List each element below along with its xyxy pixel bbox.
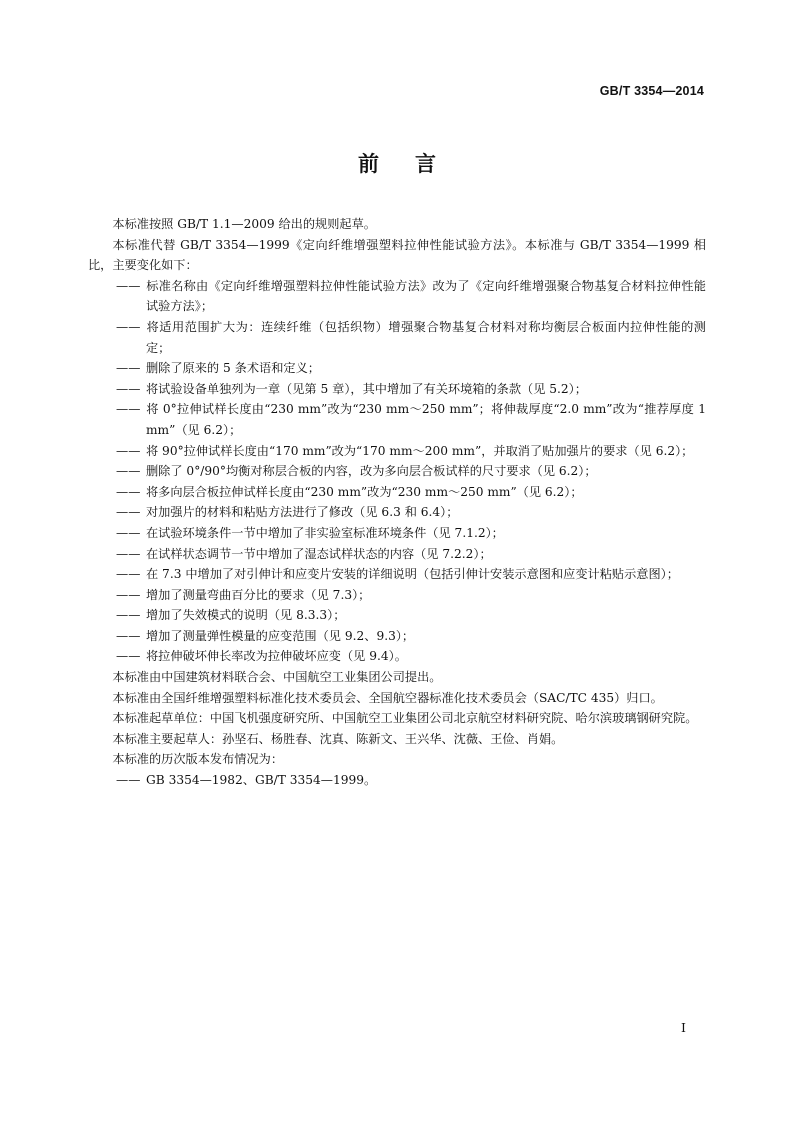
change-item <box>116 399 706 440</box>
paragraph-proposed-by: 本标准由中国建筑材料联合会、中国航空工业集团公司提出。 <box>112 670 442 685</box>
standard-code: GB/T 3354—2014 <box>599 84 704 98</box>
change-item <box>116 441 706 462</box>
change-text: 将适用范围扩大为：连续纤维（包括织物）增强聚合物基复合材料对称均衡层合板面内拉伸性能的测定； <box>146 319 706 355</box>
change-item <box>116 482 706 503</box>
paragraph-history-intro: 本标准的历次版本发布情况为： <box>112 752 284 767</box>
change-text: 在试样状态调节一节中增加了湿态试样状态的内容（见 7.2.2）； <box>146 546 492 561</box>
paragraph-drafting-rules: 本标准按照 GB/T 1.1—2009 给出的规则起草。 <box>112 217 376 231</box>
change-text: 增加了失效模式的说明（见 8.3.3）； <box>146 608 346 623</box>
paragraph-drafting-units: 本标准起草单位：中国飞机强度研究所、中国航空工业集团公司北京航空材料研究院、哈尔滨玻璃钢研究院。 <box>112 711 698 726</box>
page-number: I <box>681 1020 686 1035</box>
change-item <box>116 358 706 379</box>
dash-marker: —— <box>116 484 141 499</box>
dash-marker: —— <box>116 525 141 540</box>
dash-marker: —— <box>116 361 141 376</box>
change-item <box>116 605 706 626</box>
dash-marker: —— <box>116 464 141 479</box>
paragraph-replaces: 本标准代替 GB/T 3354—1999《定向纤维增强塑料拉伸性能试验方法》。本标准与 GB/T 3354—1999 相比，主要变化如下： <box>88 237 706 273</box>
change-item <box>116 461 706 482</box>
change-item <box>116 379 706 400</box>
change-text: 将 90°拉伸试样长度由“170 mm”改为“170 mm～200 mm”，并取消了贴加强片的要求（见 6.2）； <box>146 443 694 458</box>
change-item <box>116 564 706 585</box>
change-item <box>116 585 706 606</box>
change-item <box>116 317 706 358</box>
history-item <box>116 770 706 791</box>
change-text: 对加强片的材料和粘贴方法进行了修改（见 6.3 和 6.4）； <box>146 505 459 520</box>
foreword-body <box>88 214 706 791</box>
dash-marker: —— <box>116 381 141 396</box>
dash-marker: —— <box>116 628 141 643</box>
change-text: 将试验设备单独列为一章（见第 5 章），其中增加了有关环境箱的条款（见 5.2）； <box>146 381 587 396</box>
dash-marker: —— <box>116 773 141 788</box>
dash-marker: —— <box>116 608 141 623</box>
change-text: 在 7.3 中增加了对引伸计和应变片安装的详细说明（包括引伸计安装示意图和应变计粘贴示意图）； <box>146 567 679 582</box>
change-item <box>116 646 706 667</box>
paragraph-under-jurisdiction: 本标准由全国纤维增强塑料标准化技术委员会、全国航空器标准化技术委员会（SAC/TC 435）归口。 <box>112 690 663 705</box>
page-title: 前言 <box>358 152 472 176</box>
change-item <box>116 544 706 565</box>
change-text: 在试验环境条件一节中增加了非实验室标准环境条件（见 7.1.2）； <box>146 525 504 540</box>
change-text: 增加了测量弯曲百分比的要求（见 7.3）； <box>146 587 371 602</box>
change-text: 标准名称由《定向纤维增强塑料拉伸性能试验方法》改为了《定向纤维增强聚合物基复合材料拉伸性能试验方法》； <box>146 278 706 314</box>
dash-marker: —— <box>116 567 141 582</box>
change-text: 将 0°拉伸试样长度由“230 mm”改为“230 mm～250 mm”；将伸裁厚度“2.0 mm”改为“推荐厚度 1 mm”（见 6.2）； <box>146 402 706 437</box>
dash-marker: —— <box>116 278 141 293</box>
dash-marker: —— <box>116 649 141 664</box>
dash-marker: —— <box>116 402 141 417</box>
paragraph-drafters: 本标准主要起草人：孙坚石、杨胜春、沈真、陈新文、王兴华、沈薇、王俭、肖娟。 <box>112 731 564 746</box>
dash-marker: —— <box>116 443 141 458</box>
dash-marker: —— <box>116 546 141 561</box>
change-text: 增加了测量弹性模量的应变范围（见 9.2、9.3）； <box>146 628 415 643</box>
change-item <box>116 626 706 647</box>
dash-marker: —— <box>116 319 141 334</box>
change-item <box>116 523 706 544</box>
change-text: 将拉伸破坏伸长率改为拉伸破坏应变（见 9.4）。 <box>146 649 407 664</box>
change-text: 删除了 0°/90°均衡对称层合板的内容，改为多向层合板试样的尺寸要求（见 6.2）； <box>146 464 597 479</box>
change-item <box>116 502 706 523</box>
history-text: GB 3354—1982、GB/T 3354—1999。 <box>146 773 377 788</box>
change-item <box>116 276 706 317</box>
change-text: 删除了原来的 5 条术语和定义； <box>146 361 320 376</box>
change-text: 将多向层合板拉伸试样长度由“230 mm”改为“230 mm～250 mm”（见 6.2）； <box>146 484 583 499</box>
dash-marker: —— <box>116 587 141 602</box>
dash-marker: —— <box>116 505 141 520</box>
